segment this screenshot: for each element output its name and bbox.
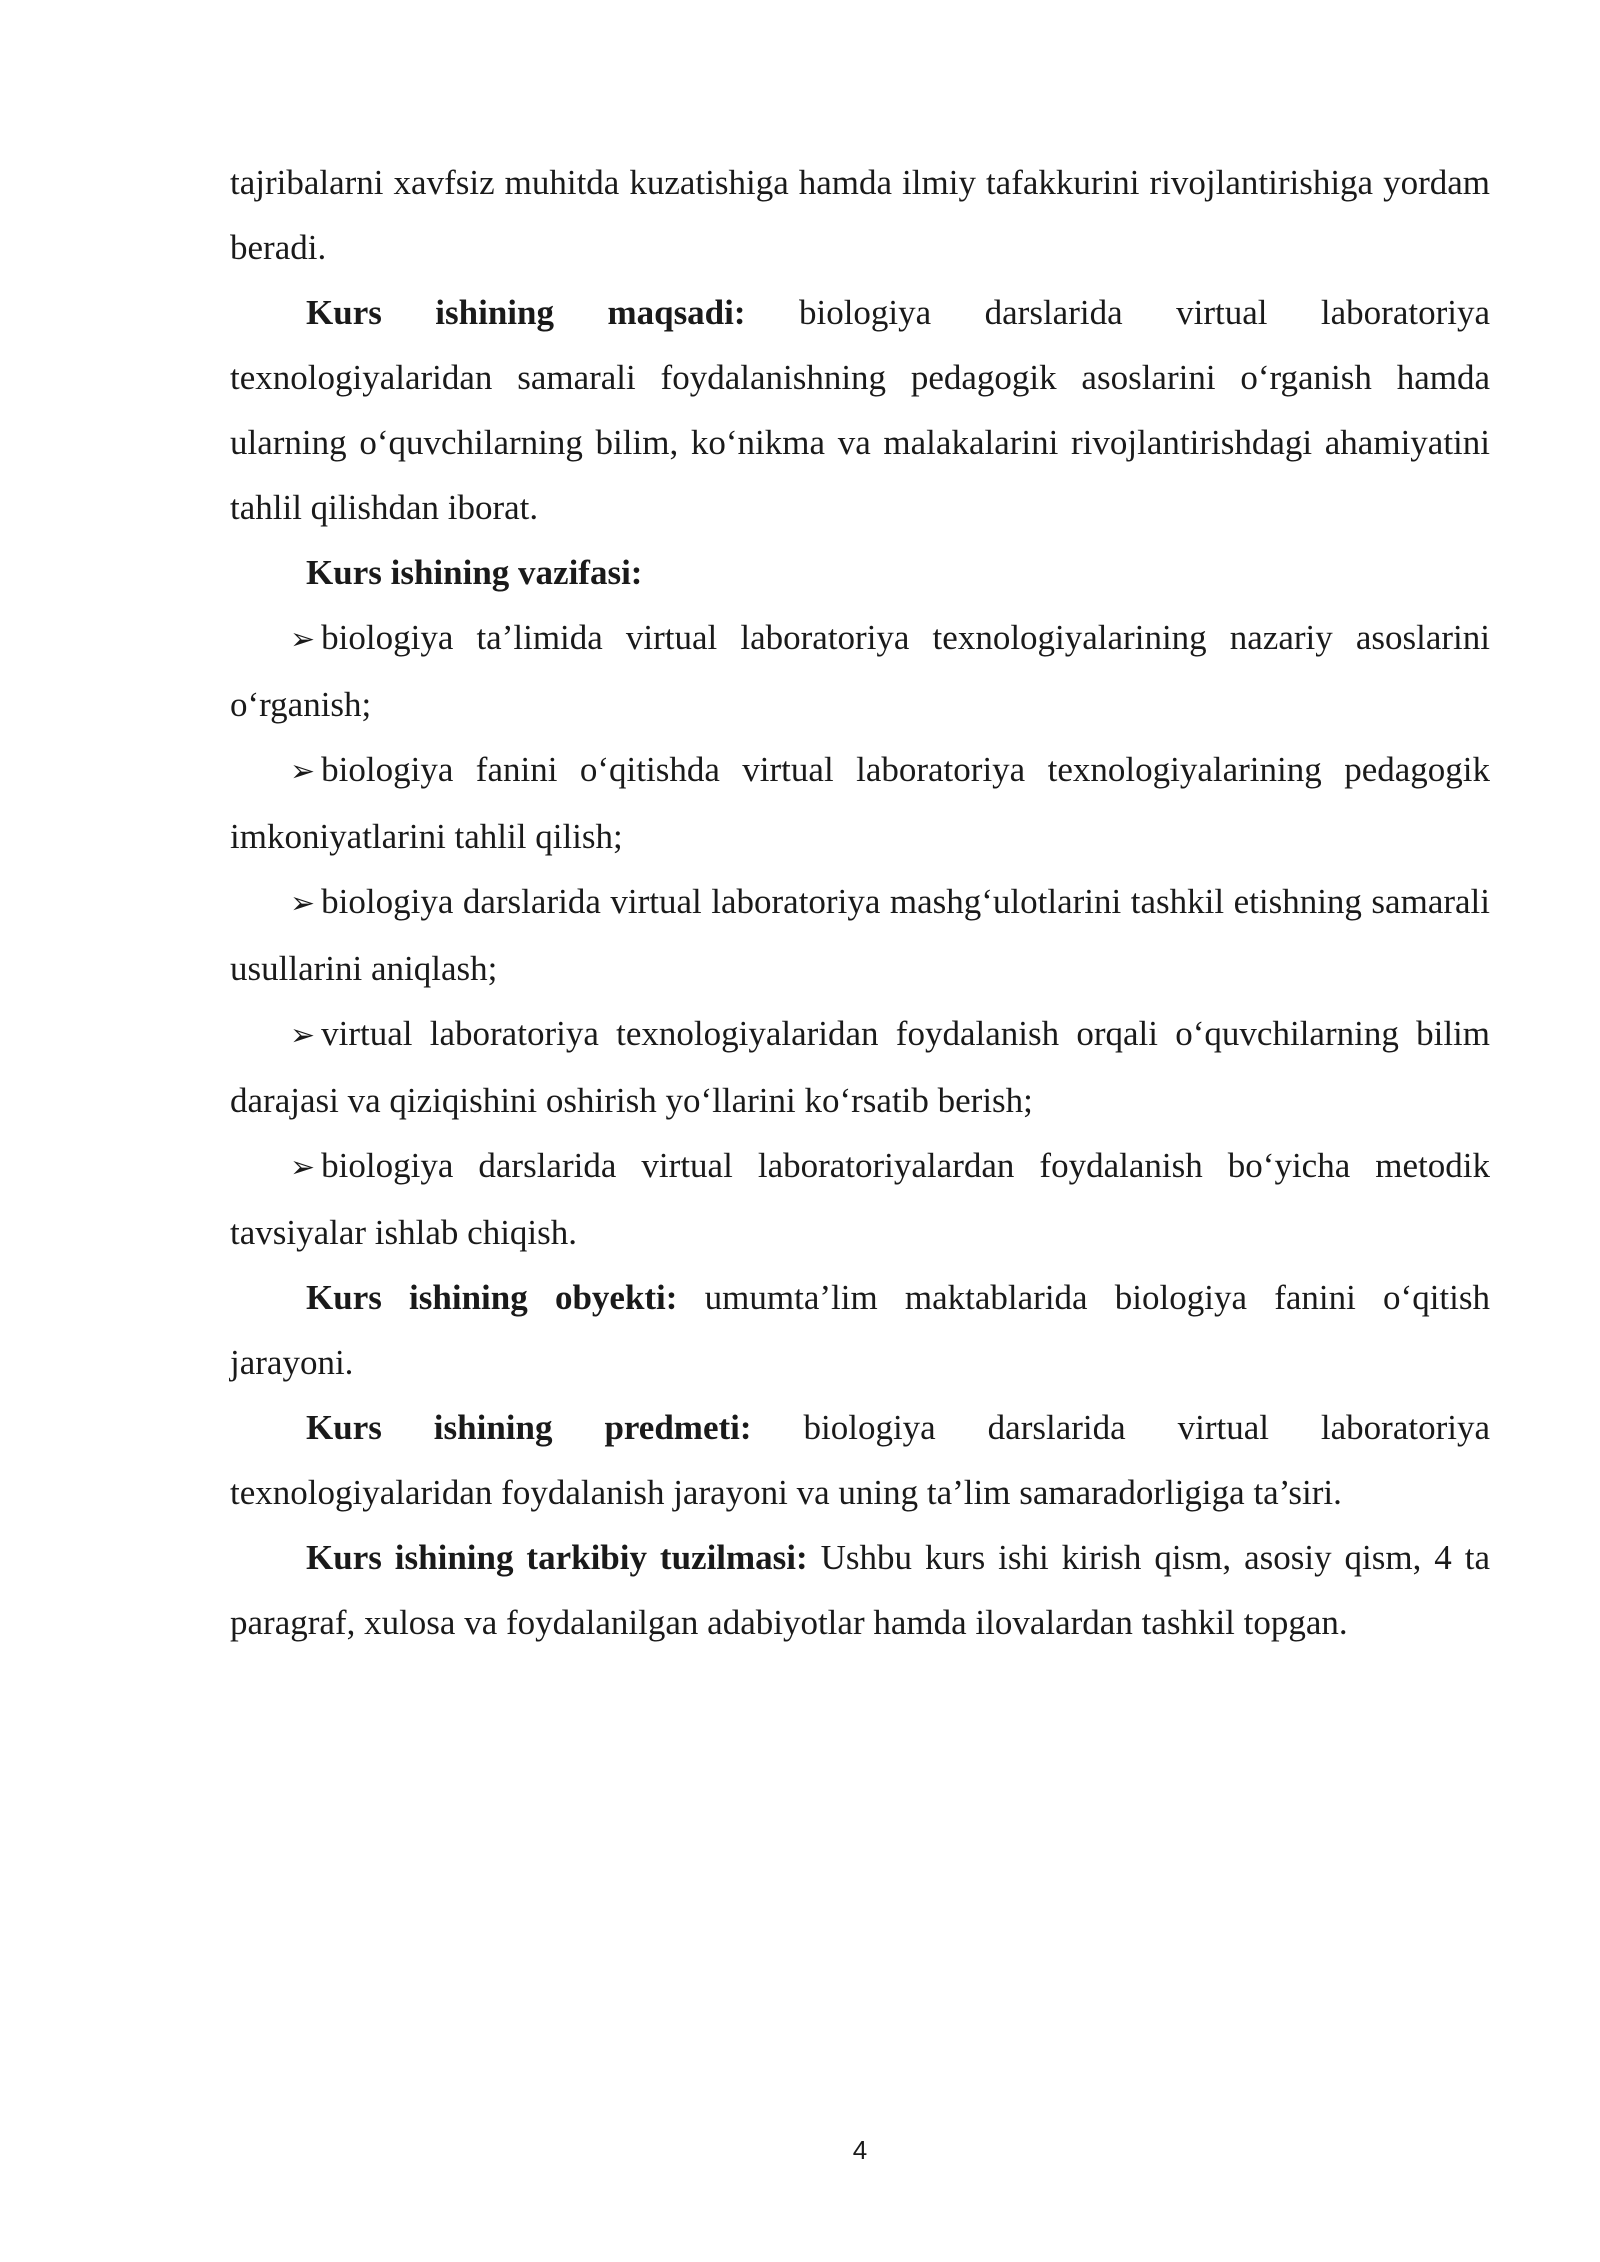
task-item bbox=[230, 1001, 1490, 1133]
document-page bbox=[230, 150, 1490, 1655]
task-item-text: biologiya darslarida virtual laboratoriyalardan foydalanish bo‘yicha metodik tavsiyalar ishlab chiqish. bbox=[230, 1146, 1490, 1252]
tasks-label: Kurs ishining vazifasi: bbox=[306, 553, 643, 592]
task-item-text: biologiya darslarida virtual laboratoriya mashg‘ulotlarini tashkil etishning samarali usullarini aniqlash; bbox=[230, 882, 1490, 988]
task-item-text: biologiya ta’limida virtual laboratoriya texnologiyalarining nazariy asoslarini o‘rganish; bbox=[230, 618, 1490, 724]
page-number: 4 bbox=[852, 2135, 868, 2165]
subject-label: Kurs ishining predmeti: bbox=[306, 1408, 752, 1447]
arrowhead-bullet-icon: ➢ bbox=[290, 886, 316, 921]
task-item-text: biologiya fanini o‘qitishda virtual laboratoriya texnologiyalarining pedagogik imkoniyatlarini tahlil qilish; bbox=[230, 750, 1490, 856]
arrowhead-bullet-icon: ➢ bbox=[290, 1150, 316, 1185]
intro-continuation-paragraph bbox=[230, 150, 1490, 280]
arrowhead-bullet-icon: ➢ bbox=[290, 622, 316, 657]
arrowhead-bullet-icon: ➢ bbox=[290, 754, 316, 789]
object-paragraph bbox=[230, 1265, 1490, 1395]
task-item bbox=[230, 1133, 1490, 1265]
task-item-text: virtual laboratoriya texnologiyalaridan foydalanish orqali o‘quvchilarning bilim darajasi va qiziqishini oshirish yo‘llarini ko‘rsatib berish; bbox=[230, 1014, 1490, 1120]
goal-label: Kurs ishining maqsadi: bbox=[306, 293, 746, 332]
task-item bbox=[230, 737, 1490, 869]
subject-text: biologiya darslarida virtual laboratoriya texnologiyalaridan foydalanish jarayoni va uning ta’lim samaradorligiga ta’siri. bbox=[230, 1408, 1490, 1512]
goal-paragraph bbox=[230, 280, 1490, 540]
object-label: Kurs ishining obyekti: bbox=[306, 1278, 678, 1317]
arrowhead-bullet-icon: ➢ bbox=[290, 1018, 316, 1053]
intro-continuation-text: tajribalarni xavfsiz muhitda kuzatishiga hamda ilmiy tafakkurini rivojlantirishiga yordam beradi. bbox=[230, 163, 1490, 267]
structure-text: Ushbu kurs ishi kirish qism, asosiy qism, 4 ta paragraf, xulosa va foydalanilgan adabiyotlar hamda ilovalardan tashkil topgan. bbox=[230, 1538, 1490, 1642]
task-item bbox=[230, 605, 1490, 737]
structure-label: Kurs ishining tarkibiy tuzilmasi: bbox=[306, 1538, 808, 1577]
task-item bbox=[230, 869, 1490, 1001]
subject-paragraph bbox=[230, 1395, 1490, 1525]
object-text: umumta’lim maktablarida biologiya fanini o‘qitish jarayoni. bbox=[230, 1278, 1490, 1382]
goal-text: biologiya darslarida virtual laboratoriya texnologiyalaridan samarali foydalanishning pedagogik asoslarini o‘rganish hamda ularning o‘quvchilarning bilim, ko‘nikma va malakalarini rivojlantirishdagi ahamiyatini tahlil qilishdan iborat. bbox=[230, 293, 1490, 527]
tasks-heading-paragraph bbox=[230, 540, 1490, 605]
structure-paragraph bbox=[230, 1525, 1490, 1655]
